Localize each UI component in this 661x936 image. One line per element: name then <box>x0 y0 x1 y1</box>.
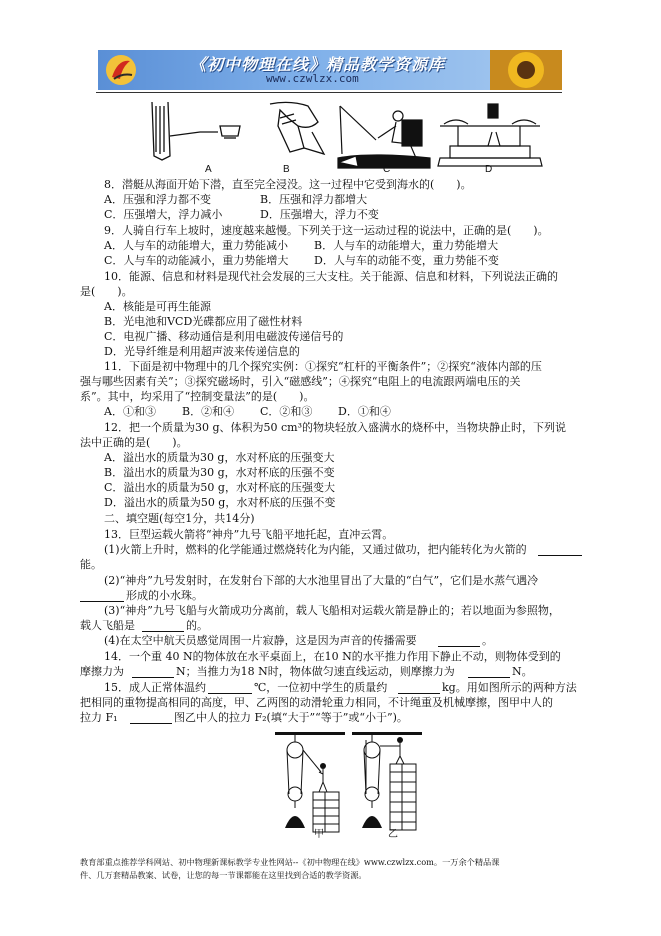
q15-cont1: 把相同的重物提高相同的高度，甲、乙两图的动滑轮重力相同，不计绳重及机械摩擦，图甲中人的 <box>80 696 553 709</box>
q13-part2: (2)“神舟”九号发射时，在发射台下部的大水池里冒出了大量的“白气”，它们是水蒸气遇冷 <box>104 574 539 587</box>
question-11-cont2: 系”。其中，均采用了“控制变量法”的是( )。 <box>80 390 315 403</box>
q8-option-d: D．压强增大，浮力不变 <box>260 208 379 221</box>
q13-part3-cont: 载人飞船是 <box>80 619 135 632</box>
q15-text3: kg。用如图所示的两种方法 <box>442 681 577 694</box>
q10-option-a: A．核能是可再生能源 <box>104 300 211 313</box>
question-13: 13．巨型运载火箭将“神舟”九号飞船平地托起，直冲云霄。 <box>104 528 394 541</box>
q10-option-d: D．光导纤维是利用超声波来传递信息的 <box>104 345 300 358</box>
blank-q13-3[interactable] <box>142 621 184 632</box>
blank-q15-2[interactable] <box>398 683 440 694</box>
q15-text2: ℃，一位初中学生的质量约 <box>254 681 388 694</box>
q10-option-c: C．电视广播、移动通信是利用电磁波传递信号的 <box>104 330 344 343</box>
question-10-cont: 是( )。 <box>80 285 133 298</box>
figure-label-d: D <box>485 164 493 175</box>
q11-option-a: A．①和③ <box>104 405 156 418</box>
q12-option-a: A．溢出水的质量为30 g，水对杯底的压强变大 <box>104 451 335 464</box>
q9-option-d: D．人与车的动能不变，重力势能不变 <box>314 254 499 267</box>
figure-label-c: C <box>383 164 391 175</box>
figure-label-b: B <box>283 164 290 175</box>
question-12: 12．把一个质量为30 g、体积为50 cm³的物块轻放入盛满水的烧杯中，当物块静止时，下列说 <box>104 421 567 434</box>
site-logo-icon <box>104 53 138 87</box>
q8-option-a: A．压强和浮力都不变 <box>104 193 211 206</box>
footer-line-2: 件、几万套精品教案、试卷，让您的每一节课都能在这里找到合适的教学资源。 <box>80 870 367 880</box>
question-11: 11．下面是初中物理中的几个探究实例：①探究“杠杆的平衡条件”；②探究“液体内部的压 <box>104 360 542 373</box>
q12-option-b: B．溢出水的质量为30 g，水对杯底的压强不变 <box>104 466 335 479</box>
figure-label-a: A <box>205 164 212 175</box>
q14-text1: 摩擦力为 <box>80 665 124 678</box>
figure-d-balance-icon <box>438 104 542 166</box>
pulley-label-yi: 乙 <box>388 829 398 840</box>
q12-option-c: C．溢出水的质量为50 g，水对杯底的压强变大 <box>104 481 335 494</box>
blank-q15-1[interactable] <box>208 683 252 694</box>
q14-text2: N；当推力为18 N时，物体做匀速直线运动，则摩擦力为 <box>176 665 455 678</box>
q11-option-b: B．②和④ <box>182 405 235 418</box>
q12-option-d: D．溢出水的质量为50 g，水对杯底的压强不变 <box>104 496 336 509</box>
q15-cont3: 图乙中人的拉力 F₂(填“大于”“等于”或“小于”)。 <box>174 711 408 724</box>
question-10: 10．能源、信息和材料是现代社会发展的三大支柱。关于能源、信息和材料，下列说法正确的 <box>104 270 558 283</box>
q9-option-a: A．人与车的动能增大，重力势能减小 <box>104 239 288 252</box>
pulley-label-jia: 甲 <box>314 829 324 840</box>
q13-part1-cont: 能。 <box>80 558 102 571</box>
pulley-figure-yi-icon <box>352 732 422 842</box>
q13-part2-cont: 形成的小水珠。 <box>126 589 203 602</box>
q10-option-b: B．光电池和VCD光碟都应用了磁性材料 <box>104 315 303 328</box>
question-8: 8．潜艇从海面开始下潜，直至完全浸没。这一过程中它受到海水的( )。 <box>104 178 472 191</box>
blank-q13-4[interactable] <box>438 636 480 647</box>
q9-option-b: B．人与车的动能增大，重力势能增大 <box>314 239 499 252</box>
q13-part3: (3)“神舟”九号飞船与火箭成功分离前，载人飞船相对运载火箭是静止的；若以地面为参照物， <box>104 604 560 617</box>
banner-url[interactable]: www.czwlzx.com <box>266 72 359 85</box>
sunflower-icon <box>490 50 562 90</box>
blank-q14-1[interactable] <box>132 667 174 678</box>
q15-cont2: 拉力 F₁ <box>80 711 118 724</box>
footer-line-1: 教育部重点推荐学科网站、初中物理新课标教学专业性网站--《初中物理在线》www.czwlzx.com。一万余个精品课 <box>80 857 500 867</box>
question-11-cont1: 强与哪些因素有关”；③探究磁场时，引入“磁感线”；④探究“电阻上的电流跟两端电压的关 <box>80 375 521 388</box>
question-9: 9．人骑自行车上坡时，速度越来越慢。下列关于这一运动过程的说法中，正确的是( )。 <box>104 224 549 237</box>
section-2-heading: 二、填空题(每空1分，共14分) <box>104 512 255 525</box>
figure-b-hands-icon <box>270 102 324 154</box>
q13-part1: (1)火箭上升时，燃料的化学能通过燃烧转化为内能，又通过做功，把内能转化为火箭的 <box>104 543 527 556</box>
q13-part3-end: 的。 <box>186 619 208 632</box>
blank-q13-2[interactable] <box>80 591 124 602</box>
figure-c-fishing-icon <box>338 106 430 168</box>
blank-q13-1[interactable] <box>538 545 582 556</box>
q11-option-d: D．①和④ <box>338 405 391 418</box>
q14-text3: N。 <box>512 665 533 678</box>
pulley-figure-jia-icon <box>275 732 345 842</box>
q13-part4: (4)在太空中航天员感觉周围一片寂静，这是因为声音的传播需要 <box>104 634 417 647</box>
header-rule <box>96 92 562 93</box>
question-15: 15．成人正常体温约 <box>104 681 206 694</box>
header-banner <box>98 50 562 90</box>
question-14: 14．一个重 40 N的物体放在水平桌面上，在10 N的水平推力作用下静止不动，则物体受到的 <box>104 650 561 663</box>
question-12-cont: 法中正确的是( )。 <box>80 436 188 449</box>
blank-q14-2[interactable] <box>468 667 510 678</box>
blank-q15-3[interactable] <box>130 713 172 724</box>
figure-a-arm-icon <box>152 102 240 160</box>
q8-option-b: B．压强和浮力都增大 <box>260 193 368 206</box>
q9-option-c: C．人与车的动能减小，重力势能增大 <box>104 254 289 267</box>
banner-title: 《初中物理在线》精品教学资源库 <box>190 55 446 74</box>
q13-part4-end: 。 <box>482 634 493 647</box>
q8-option-c: C．压强增大，浮力减小 <box>104 208 223 221</box>
q11-option-c: C．②和③ <box>260 405 313 418</box>
